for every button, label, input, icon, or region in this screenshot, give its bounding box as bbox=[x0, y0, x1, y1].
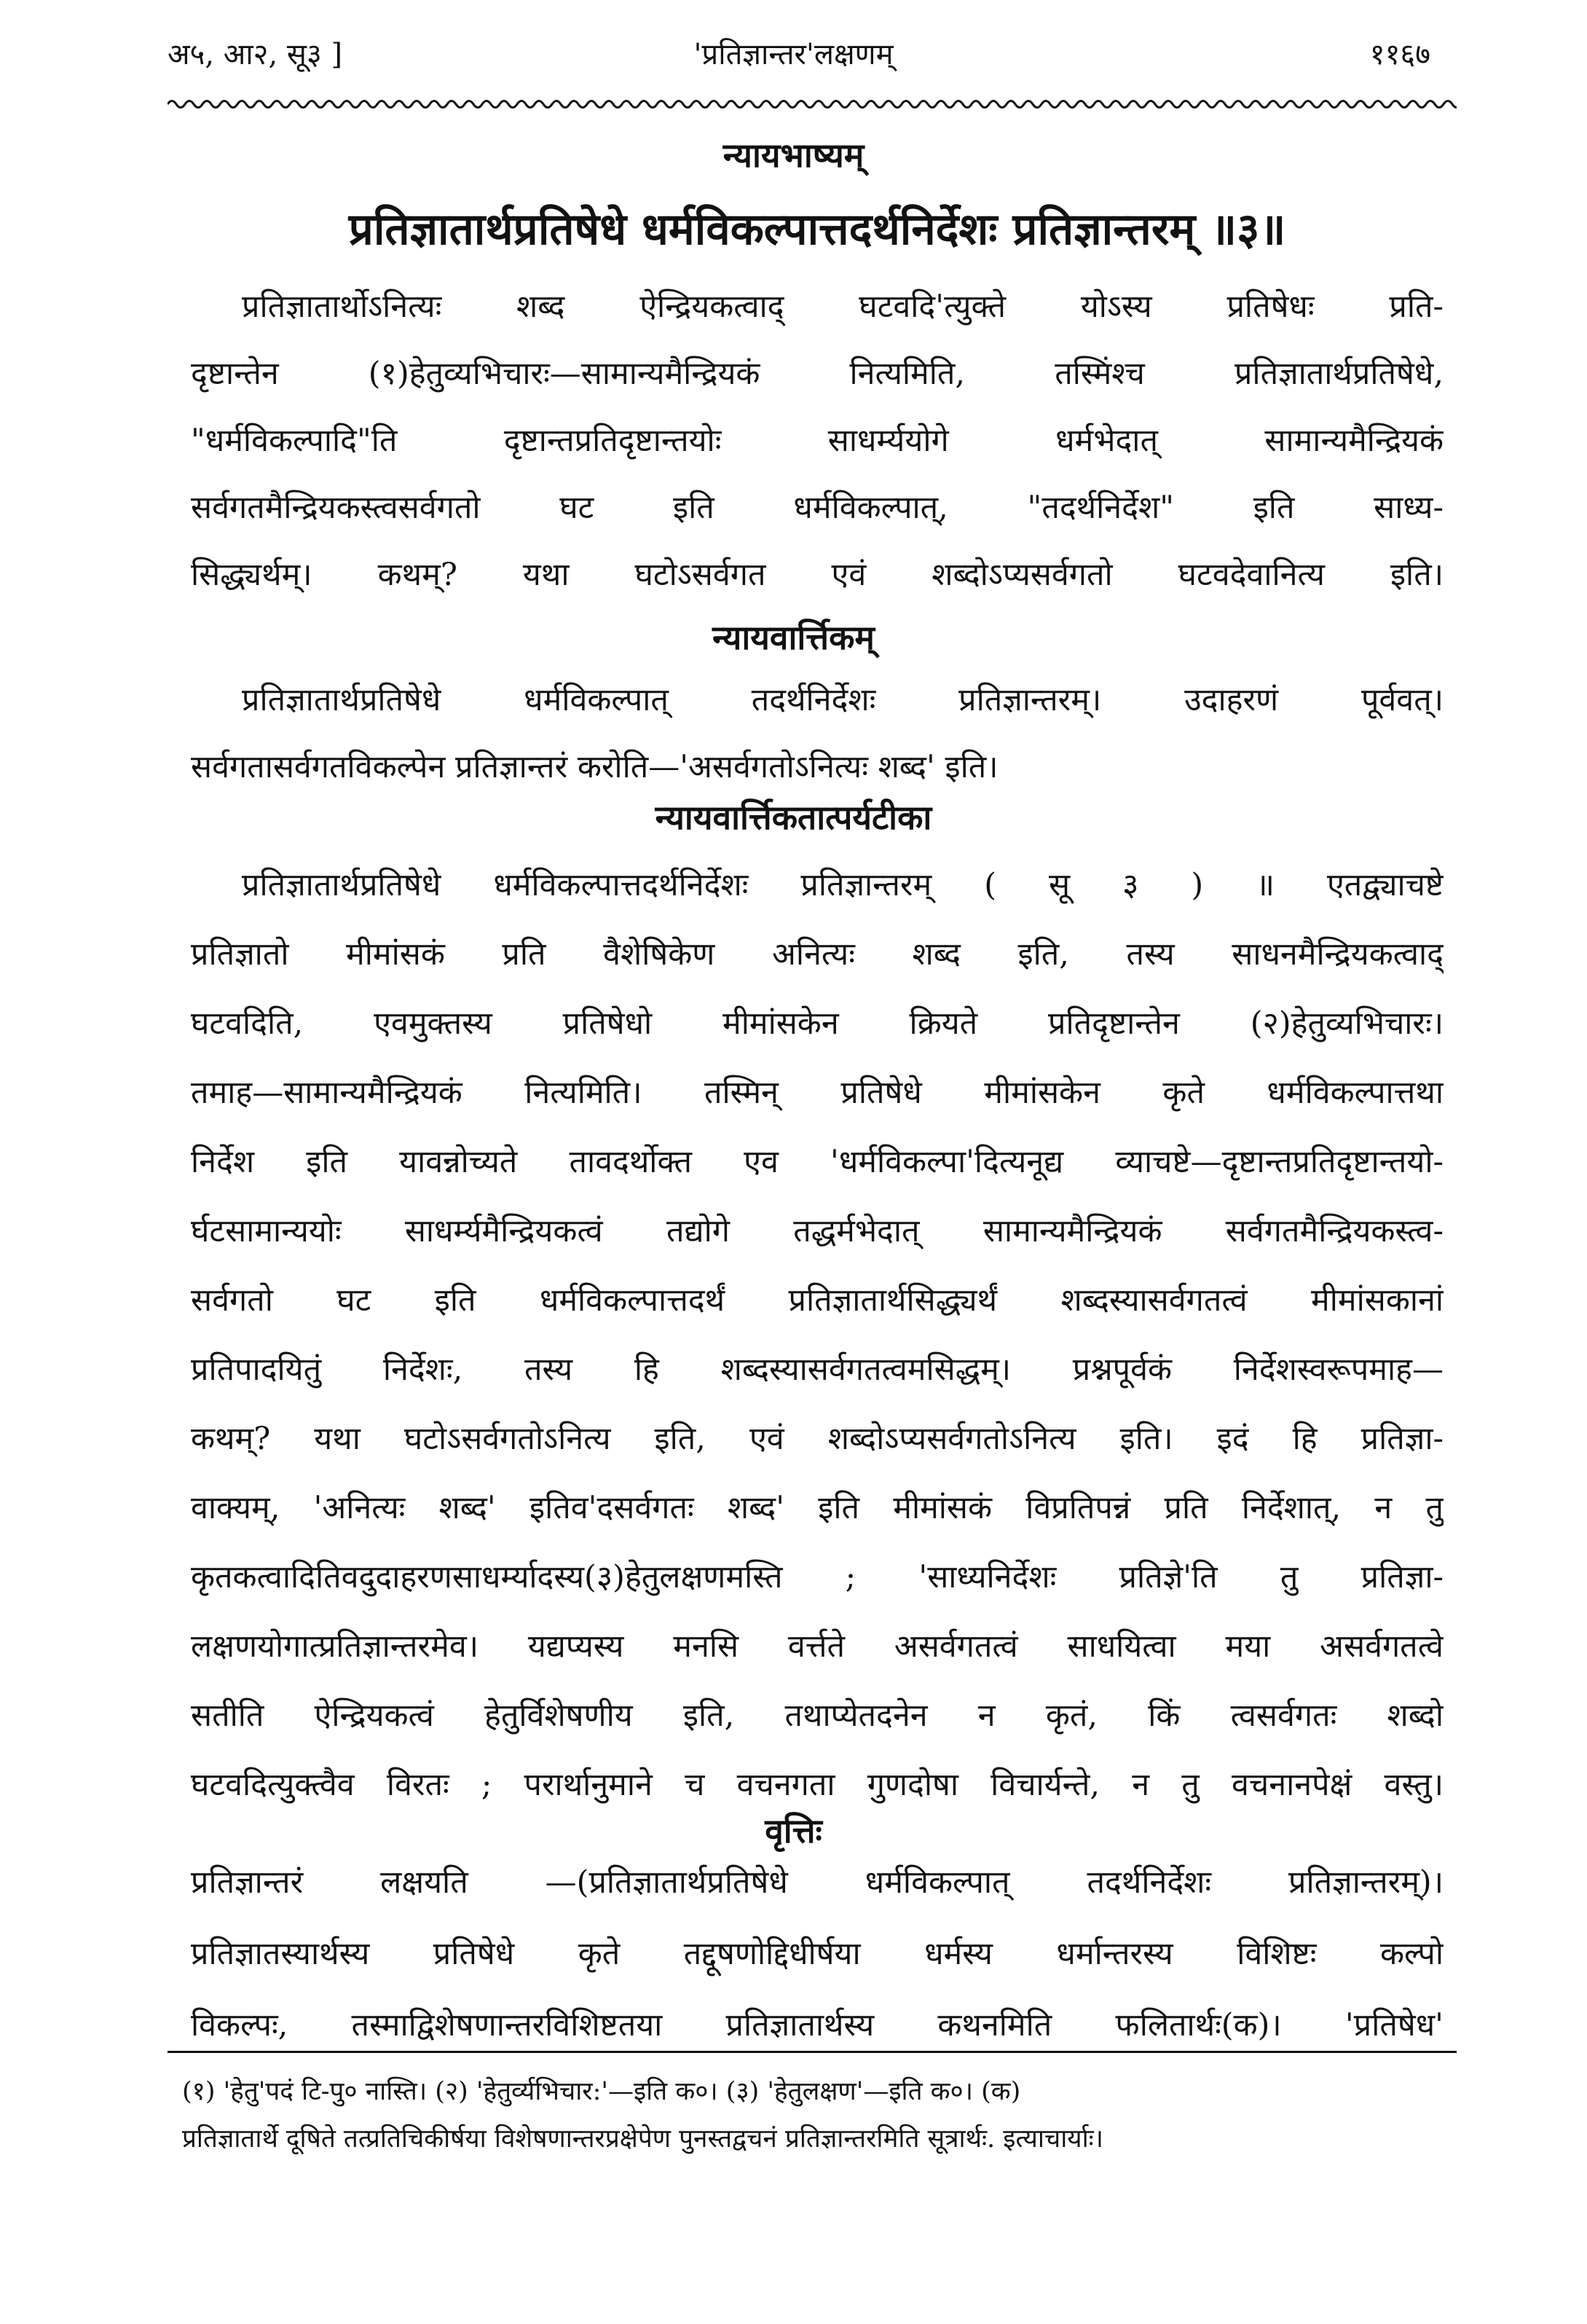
vritti-line: प्रतिज्ञान्तरं लक्षयति —(प्रतिज्ञातार्थप्रतिषेधे धर्मविकल्पात् तदर्थनिर्देशः प्रतिज्ञान्तरम्)। bbox=[191, 1864, 1444, 1901]
vritti-line: विकल्पः, तस्माद्विशेषणान्तरविशिष्टतया प्रतिज्ञातार्थस्य कथनमिति फलितार्थः(क)। 'प्रतिषेध' bbox=[191, 2007, 1444, 2044]
tatparya-line: तमाह—सामान्यमैन्द्रियकं नित्यमिति। तस्मिन् प्रतिषेधे मीमांसकेन कृते धर्मविकल्पात्तथा bbox=[191, 1075, 1444, 1111]
bhashya-line: प्रतिज्ञातार्थोऽनित्यः शब्द ऐन्द्रियकत्वाद् घटवदि'त्युक्ते योऽस्य प्रतिषेधः प्रति- bbox=[242, 288, 1444, 325]
vartika-paragraph bbox=[191, 667, 1444, 801]
running-header-reference: अ५, आ२, सू३ ] bbox=[168, 38, 343, 71]
page-number: ११६७ bbox=[1369, 38, 1430, 71]
sutra-text: प्रतिज्ञातार्थप्रतिषेधे धर्मविकल्पात्तदर्थनिर्देशः प्रतिज्ञान्तरम् ॥३॥ bbox=[348, 204, 1286, 255]
vartika-line: प्रतिज्ञातार्थप्रतिषेधे धर्मविकल्पात् तदर्थनिर्देशः प्रतिज्ञान्तरम्। उदाहरणं पूर्ववत्। bbox=[242, 682, 1444, 718]
bhashya-line: सर्वगतमैन्द्रियकस्त्वसर्वगतो घट इति धर्मविकल्पात्, "तदर्थनिर्देश" इति साध्य- bbox=[191, 490, 1444, 526]
section-heading-nyayavartika: न्यायवार्त्तिकम् bbox=[712, 618, 875, 657]
vartika-line: सर्वगतासर्वगतविकल्पेन प्रतिज्ञान्तरं करोति—'असर्वगतोऽनित्यः शब्द' इति। bbox=[191, 749, 999, 785]
tatparya-line: घटवदिति, एवमुक्तस्य प्रतिषेधो मीमांसकेन क्रियते प्रतिदृष्टान्तेन (२)हेतुव्यभिचारः। bbox=[191, 1005, 1444, 1042]
bhashya-line: दृष्टान्तेन (१)हेतुव्यभिचारः—सामान्यमैन्द्रियकं नित्यमिति, तस्मिंश्च प्रतिज्ञातार्थप्रतिषेधे, bbox=[191, 356, 1444, 392]
vritti-paragraph bbox=[191, 1847, 1444, 2061]
tatparya-line: कथम्? यथा घटोऽसर्वगतोऽनित्य इति, एवं शब्दोऽप्यसर्वगतोऽनित्य इति। इदं हि प्रतिज्ञा- bbox=[191, 1421, 1444, 1457]
bhashya-line: "धर्मविकल्पादि"ति दृष्टान्तप्रतिदृष्टान्तयोः साधर्म्ययोगे धर्मभेदात् सामान्यमैन्द्रियकं bbox=[191, 423, 1444, 459]
tatparya-line: प्रतिज्ञातो मीमांसकं प्रति वैशेषिकेण अनित्यः शब्द इति, तस्य साधनमैन्द्रियकत्वाद् bbox=[191, 936, 1444, 973]
tatparya-line: र्घटसामान्ययोः साधर्म्यमैन्द्रियकत्वं तद्योगे तद्धर्मभेदात् सामान्यमैन्द्रियकं सर्वगतमैन्द्रियकस्त्व- bbox=[191, 1213, 1444, 1249]
bhashya-line: सिद्ध्यर्थम्। कथम्? यथा घटोऽसर्वगत एवं शब्दोऽप्यसर्वगतो घटवदेवानित्य इति। bbox=[191, 557, 1444, 593]
tatparya-paragraph bbox=[191, 851, 1444, 1820]
vritti-line: प्रतिज्ञातस्यार्थस्य प्रतिषेधे कृते तद्दूषणोद्दिधीर्षया धर्मस्य धर्मान्तरस्य विशिष्टः कल्पो bbox=[191, 1936, 1444, 1972]
section-heading-vritti: वृत्तिः bbox=[765, 1811, 822, 1850]
section-heading-tatparya: न्यायवार्त्तिकतात्पर्यटीका bbox=[655, 798, 932, 837]
tatparya-line: सतीति ऐन्द्रियकत्वं हेतुर्विशेषणीय इति, तथाप्येतदनेन न कृतं, किं त्वसर्वगतः शब्दो bbox=[191, 1697, 1444, 1734]
footnote-line: प्रतिज्ञातार्थे दूषिते तत्प्रतिचिकीर्षया विशेषणान्तरप्रक्षेपेण पुनस्तद्वचनं प्रतिज्ञान्तरमिति सूत्रार्थः. इत्याचार्याः। bbox=[182, 2124, 1103, 2154]
bhashya-paragraph bbox=[191, 273, 1444, 608]
tatparya-line: प्रतिपादयितुं निर्देशः, तस्य हि शब्दस्यासर्वगतत्वमसिद्धम्। प्रश्नपूर्वकं निर्देशस्वरूपमाह— bbox=[191, 1351, 1444, 1388]
tatparya-line: वाक्यम्, 'अनित्यः शब्द' इतिव'दसर्वगतः शब्द' इति मीमांसकं विप्रतिपन्नं प्रति निर्देशात्, न तु bbox=[191, 1490, 1444, 1526]
footnote-rule bbox=[168, 2051, 1457, 2053]
tatparya-line: लक्षणयोगात्प्रतिज्ञान्तरमेव। यद्यप्यस्य मनसि वर्त्तते असर्वगतत्वं साधयित्वा मया असर्वगतत्वे bbox=[191, 1628, 1444, 1665]
tatparya-line: प्रतिज्ञातार्थप्रतिषेधे धर्मविकल्पात्तदर्थनिर्देशः प्रतिज्ञान्तरम् ( सू ३ ) ॥ एतद्व्याचष्टे bbox=[242, 867, 1444, 903]
tatparya-line: निर्देश इति यावन्नोच्यते तावदर्थोक्त एव 'धर्मविकल्पा'दित्यनूद्य व्याचष्टे—दृष्टान्तप्रतिदृष्टान्तयो- bbox=[191, 1144, 1444, 1180]
tatparya-line: सर्वगतो घट इति धर्मविकल्पात्तदर्थं प्रतिज्ञातार्थसिद्ध्यर्थं शब्दस्यासर्वगतत्वं मीमांसकानां bbox=[191, 1282, 1444, 1319]
footnote-line: (१) 'हेतु'पदं टि-पु० नास्ति। (२) 'हेतुर्व्यभिचार:'—इति क०। (३) 'हेतुलक्षण'—इति क०। (क) bbox=[182, 2077, 1021, 2106]
section-heading-nyayabhashya: न्यायभाष्यम् bbox=[722, 136, 865, 175]
tatparya-line: घटवदित्युक्त्वैव विरतः ; परार्थानुमाने च वचनगता गुणदोषा विचार्यन्ते, न तु वचनानपेक्षं वस्तु। bbox=[191, 1767, 1444, 1803]
wavy-divider bbox=[168, 96, 1457, 112]
tatparya-line: कृतकत्वादितिवदुदाहरणसाधर्म्यादस्य(३)हेतुलक्षणमस्ति ; 'साध्यनिर्देशः प्रतिज्ञे'ति तु प्रतिज्ञा- bbox=[191, 1559, 1444, 1595]
running-header-title: 'प्रतिज्ञान्तर'लक्षणम् bbox=[693, 38, 894, 71]
